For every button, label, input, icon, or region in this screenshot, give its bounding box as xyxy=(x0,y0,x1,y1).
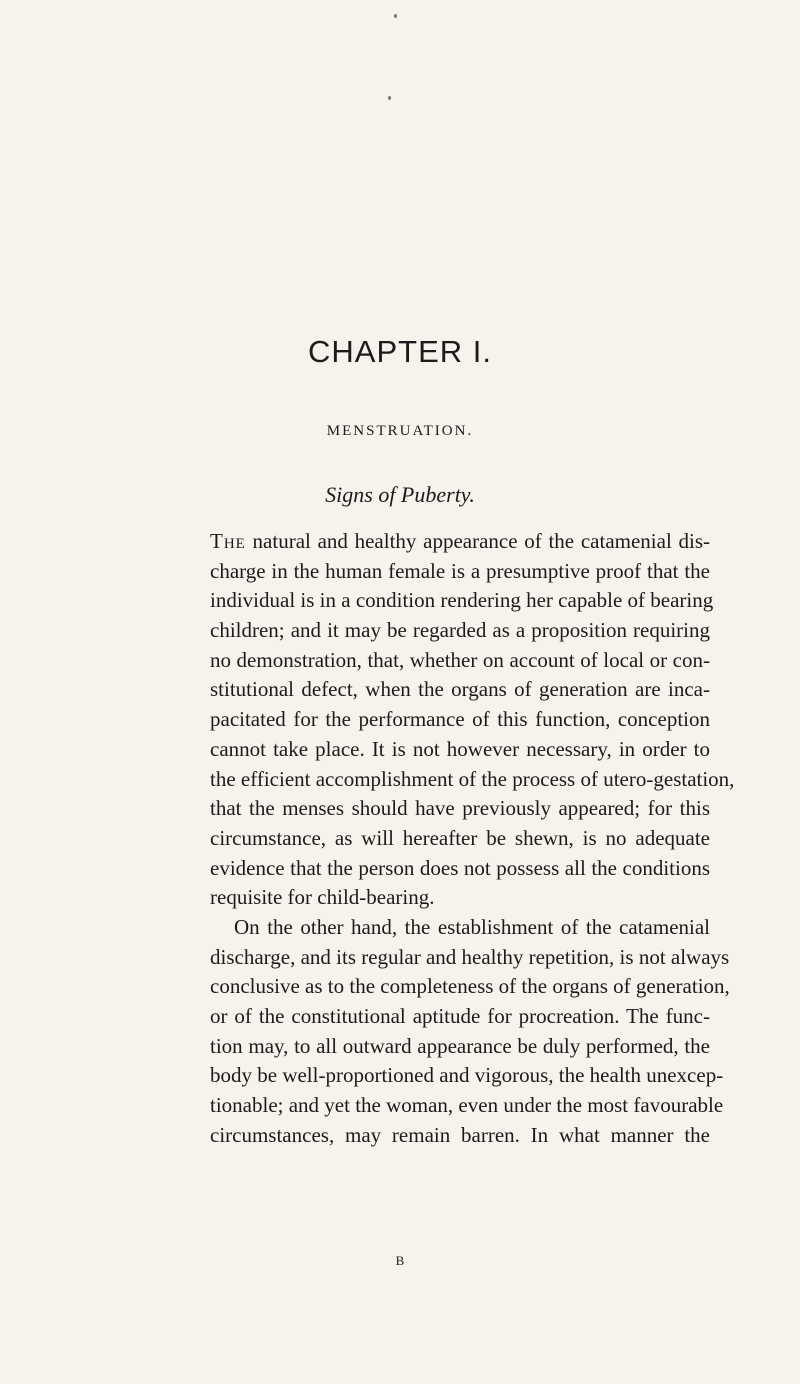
paragraph-1-line-1-text: natural and healthy appearance of the catamenial dis- xyxy=(252,529,710,553)
paragraph-2-line: conclusive as to the completeness of the organs of generation, xyxy=(210,974,730,999)
paragraph-1-line: evidence that the person does not possess all the conditions xyxy=(210,855,710,880)
ink-speck-upper xyxy=(388,96,391,100)
paragraph-1-line: children; and it may be regarded as a proposition requiring xyxy=(210,618,710,643)
paragraph-2 xyxy=(210,913,730,1151)
body-text xyxy=(210,527,735,1150)
paragraph-1-line: the efficient accomplishment of the process of utero-gestation, xyxy=(210,766,735,791)
paragraph-2-line: tionable; and yet the woman, even under the most favourable xyxy=(210,1093,724,1118)
paragraph-1-line: requisite for child-bearing. xyxy=(210,885,435,910)
ink-speck-top xyxy=(394,14,397,18)
section-heading: MENSTRUATION. xyxy=(326,423,474,439)
paragraph-2-line: On the other hand, the establishment of the catamenial xyxy=(234,914,710,939)
subheading: Signs of Puberty. xyxy=(325,482,475,507)
paragraph-1-line: charge in the human female is a presumptive proof that the xyxy=(210,558,710,583)
paragraph-2-line: tion may, to all outward appearance be duly performed, the xyxy=(210,1033,710,1058)
paragraph-1 xyxy=(210,527,735,913)
paragraph-1-line-1 xyxy=(210,527,710,557)
chapter-title: CHAPTER I. xyxy=(308,334,492,369)
paragraph-2-line: or of the constitutional aptitude for procreation. The func- xyxy=(210,1004,710,1028)
paragraph-2-line: circumstances, may remain barren. In what manner the xyxy=(210,1122,710,1147)
signature-mark: B xyxy=(395,1253,405,1268)
opening-word: The xyxy=(210,529,246,553)
paragraph-2-line: body be well-proportioned and vigorous, the health unexcep- xyxy=(210,1063,724,1088)
paragraph-1-line: cannot take place. It is not however necessary, in order to xyxy=(210,736,710,761)
paragraph-1-line: individual is in a condition rendering her capable of bearing xyxy=(210,588,714,613)
paragraph-1-line: stitutional defect, when the organs of generation are inca- xyxy=(210,677,710,702)
paragraph-1-line: no demonstration, that, whether on account of local or con- xyxy=(210,647,710,672)
paragraph-1-line: that the menses should have previously appeared; for this xyxy=(210,796,710,821)
paragraph-1-line: circumstance, as will hereafter be shewn, is no adequate xyxy=(210,825,710,850)
paragraph-1-line: pacitated for the performance of this function, conception xyxy=(210,707,710,732)
paragraph-2-line: discharge, and its regular and healthy repetition, is not always xyxy=(210,944,730,969)
